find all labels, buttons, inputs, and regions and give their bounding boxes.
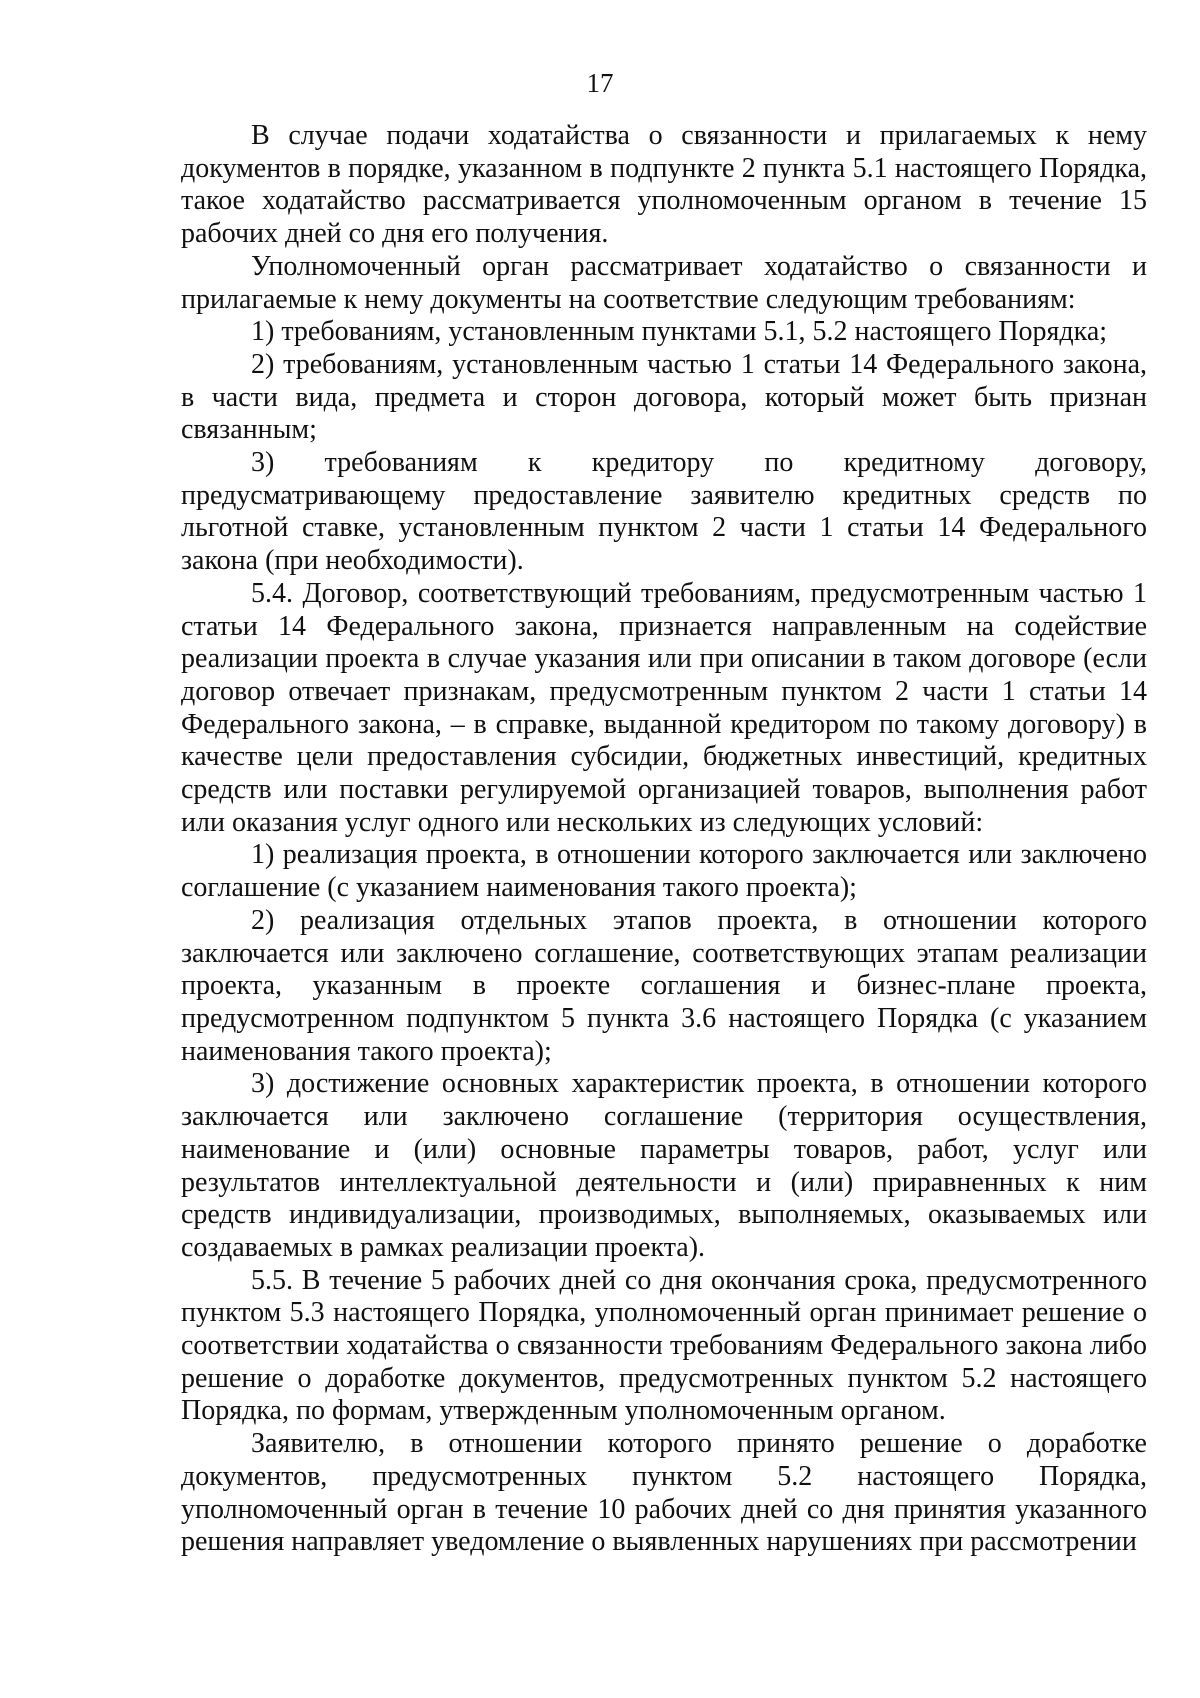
- list-item-requirement-2: 2) требованиям, установленным частью 1 статьи 14 Федерального закона, в части вида, предмета и сторон договора, который может быть признан связанным;: [181, 348, 1147, 446]
- list-item-condition-3: 3) достижение основных характеристик проекта, в отношении которого заключается или заключено соглашение (территория осуществления, наименование и (или) основные параметры товаров, работ, услуг или результатов интеллектуальной деятельности и (или) приравненных к ним средств индивидуализации, производимых, выполняемых, оказываемых или создаваемых в рамках реализации проекта).: [181, 1068, 1147, 1263]
- paragraph-applicant-notice: Заявителю, в отношении которого принято решение о доработке документов, предусмотренных пунктом 5.2 настоящего Порядка, уполномоченный орган в течение 10 рабочих дней со дня принятия указанного решения направляет уведомление о выявленных нарушениях при рассмотрении: [181, 1428, 1147, 1558]
- paragraph-5-5: 5.5. В течение 5 рабочих дней со дня окончания срока, предусмотренного пунктом 5.3 настоящего Порядка, уполномоченный орган принимает решение о соответствии ходатайства о связанности требованиям Федерального закона либо решение о доработке документов, предусмотренных пунктом 5.2 настоящего Порядка, по формам, утвержденным уполномоченным органом.: [181, 1264, 1147, 1427]
- list-item-requirement-3: 3) требованиям к кредитору по кредитному договору, предусматривающему предоставление заявителю кредитных средств по льготной ставке, установленным пунктом 2 части 1 статьи 14 Федерального закона (при необходимости).: [181, 447, 1147, 577]
- page-number: 17: [586, 68, 614, 98]
- body-text: [181, 120, 1147, 1559]
- paragraph-review-term: В случае подачи ходатайства о связанности и прилагаемых к нему документов в порядке, указанном в подпункте 2 пункта 5.1 настоящего Порядка, такое ходатайство рассматривается уполномоченным органом в течение 15 рабочих дней со дня его получения.: [181, 120, 1147, 250]
- paragraph-review-requirements: Уполномоченный орган рассматривает ходатайство о связанности и прилагаемые к нему документы на соответствие следующим требованиям:: [181, 250, 1147, 315]
- paragraph-5-4: 5.4. Договор, соответствующий требованиям, предусмотренным частью 1 статьи 14 Федерального закона, признается направленным на содействие реализации проекта в случае указания или при описании в таком договоре (если договор отвечает признакам, предусмотренным пунктом 2 части 1 статьи 14 Федерального закона, – в справке, выданной кредитором по такому договору) в качестве цели предоставления субсидии, бюджетных инвестиций, кредитных средств или поставки регулируемой организацией товаров, выполнения работ или оказания услуг одного или нескольких из следующих условий:: [181, 577, 1147, 838]
- list-item-condition-1: 1) реализация проекта, в отношении которого заключается или заключено соглашение (с указанием наименования такого проекта);: [181, 839, 1147, 904]
- list-item-requirement-1: 1) требованиям, установленным пунктами 5.1, 5.2 настоящего Порядка;: [251, 316, 1108, 348]
- list-item-condition-2: 2) реализация отдельных этапов проекта, в отношении которого заключается или заключено соглашение, соответствующих этапам реализации проекта, указанным в проекте соглашения и бизнес-плане проекта, предусмотренном подпунктом 5 пункта 3.6 настоящего Порядка (с указанием наименования такого проекта);: [181, 904, 1147, 1067]
